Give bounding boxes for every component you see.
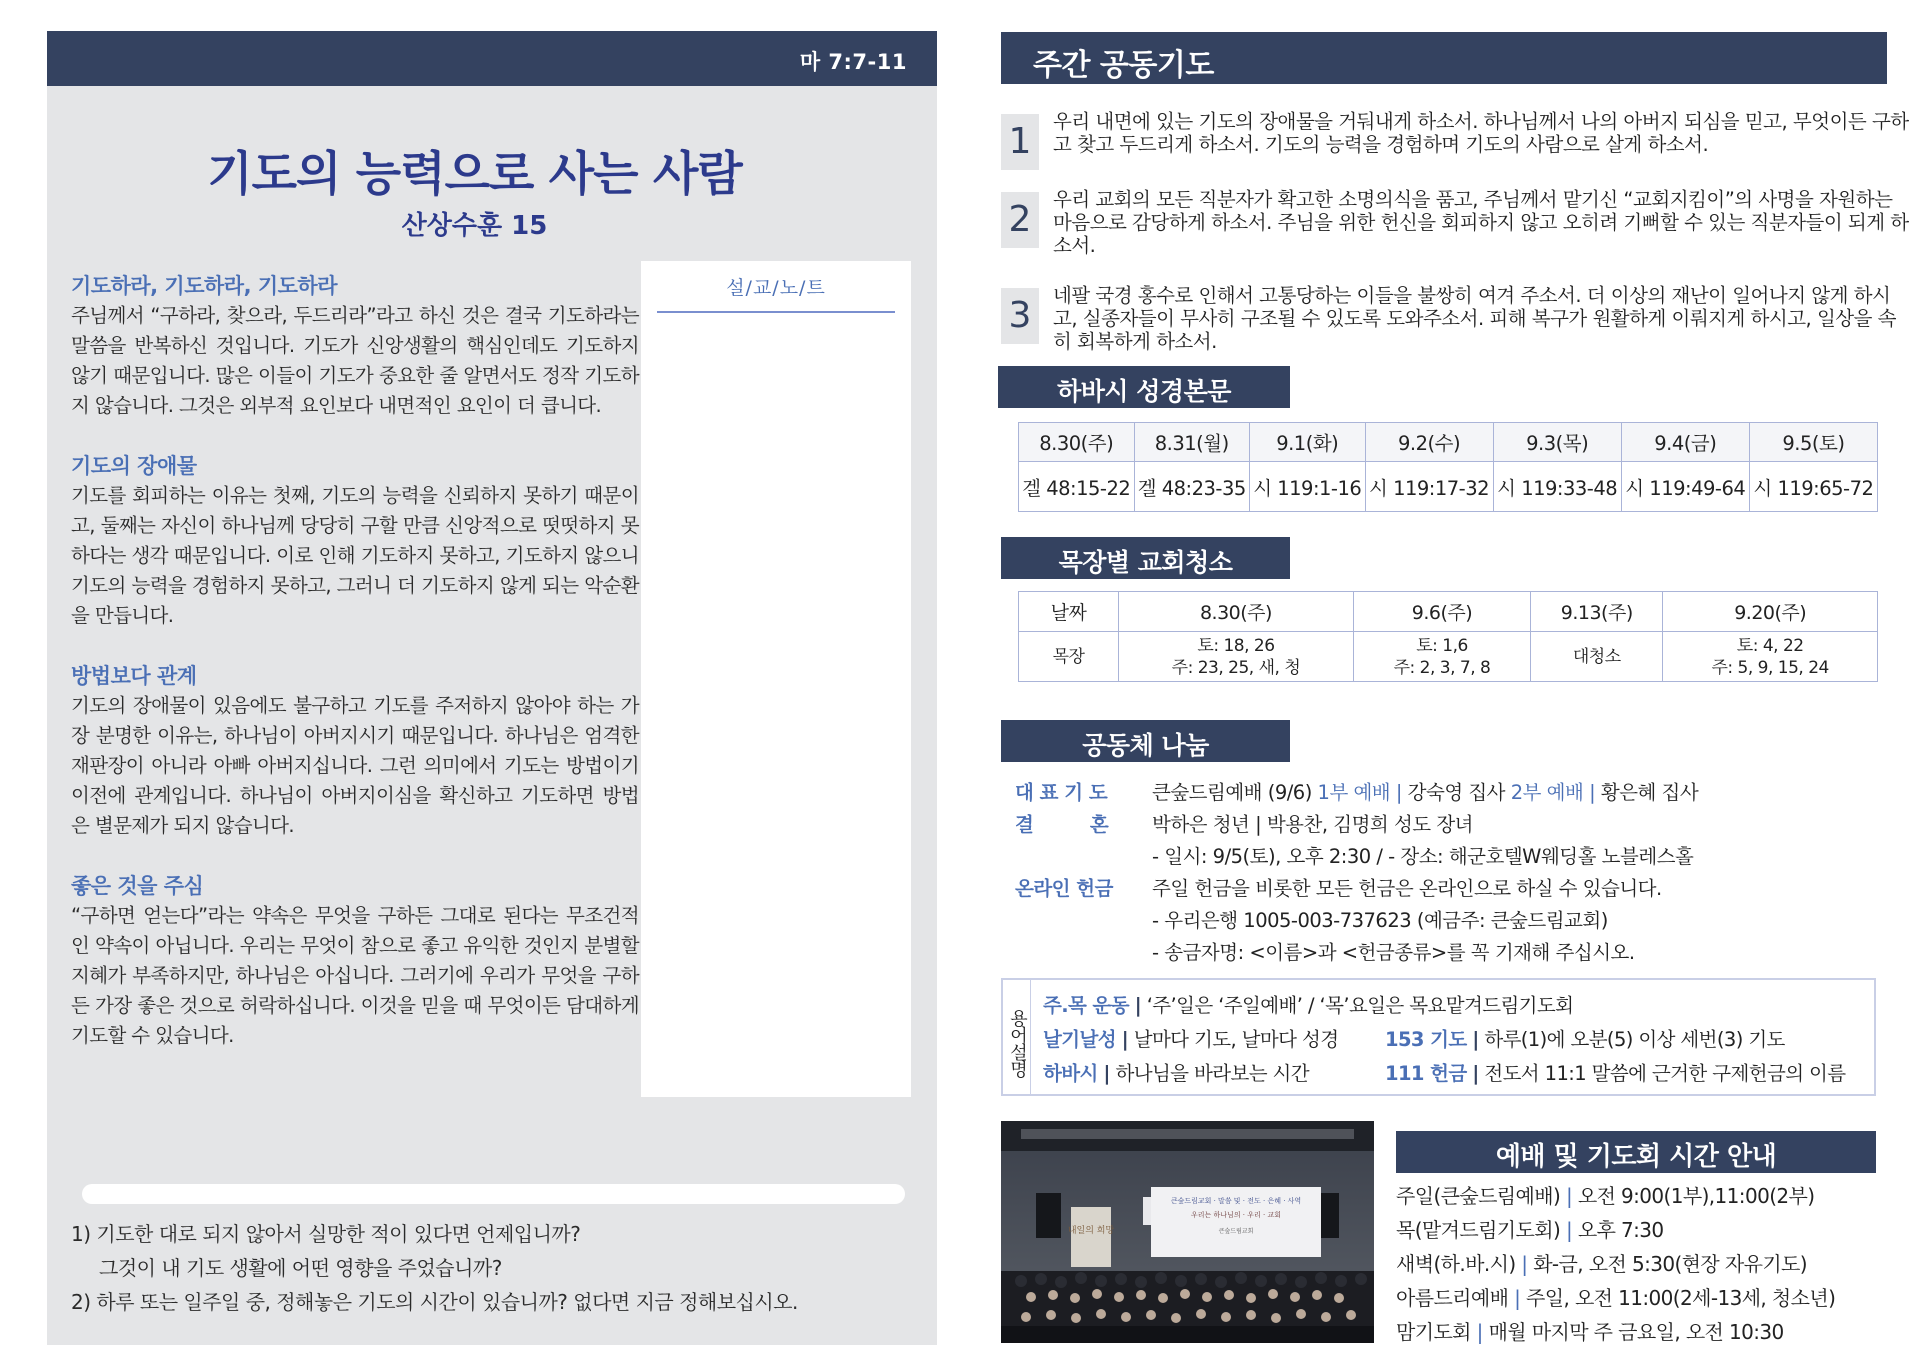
table-cell-date: 9.2(수) (1365, 423, 1493, 462)
separator: | (1103, 1062, 1110, 1085)
question-line: 2) 하루 또는 일주일 중, 정해놓은 기도의 시간이 있습니까? 없다면 지금 정해보십시오. (71, 1290, 798, 1314)
worship-row (1396, 1315, 1876, 1349)
rep-prayer-label: 대 표 기 도 (1015, 781, 1108, 804)
wedding-detail: - 일시: 9/5(토), 오후 2:30 / - 장소: 해군호텔W웨딩홀 노블레스홀 (1152, 845, 1694, 868)
rep-prayer-value (1152, 777, 1698, 809)
table-cell-group (1119, 632, 1354, 682)
photo-banner-line: 우리는 하나님의 · 우리 · 교회 (1191, 1211, 1281, 1219)
glossary-row (1043, 1024, 1338, 1052)
separator: | (1134, 994, 1142, 1017)
worship-name: 맘기도회 (1396, 1320, 1471, 1344)
glossary-desc: ‘주’일은 ‘주일예배’ / ‘목’요일은 목요맡겨드림기도회 (1146, 994, 1574, 1017)
worship-time: 오후 7:30 (1577, 1218, 1664, 1242)
offering-label: 온라인 헌금 (1015, 877, 1113, 900)
wedding-label: 결 혼 (1015, 813, 1109, 836)
table-cell-date: 9.20(주) (1663, 592, 1878, 632)
glossary-desc: 날마다 기도, 날마다 성경 (1133, 1028, 1339, 1051)
worship-row (1396, 1247, 1876, 1281)
prayer-number: 3 (1001, 288, 1039, 344)
cell-line: 대청소 (1572, 646, 1621, 667)
table-cell-date: 9.13(주) (1531, 592, 1663, 632)
wedding-text: 박하은 청년 | 박용찬, 김명희 성도 장녀 (1152, 813, 1474, 836)
table-cell-passage: 시 119:17-32 (1365, 462, 1493, 512)
cell-line: 토: 4, 22 (1736, 635, 1804, 656)
prayer-text: 우리 내면에 있는 기도의 장애물을 거둬내게 하소서. 하나님께서 나의 아버지 되심을 믿고, 무엇이든 구하고 찾고 두드리게 하소서. 기도의 능력을 경험하며 기도의 사람으로 살게 하소서. (1053, 110, 1909, 156)
separator: | (1514, 1286, 1521, 1310)
table-cell-date: 9.6(주) (1353, 592, 1530, 632)
table-cell-passage: 시 119:49-64 (1621, 462, 1749, 512)
separator: | (1121, 1028, 1129, 1051)
sermon-section (71, 271, 639, 421)
section-text: 기도의 장애물이 있음에도 불구하고 기도를 주저하지 않아야 하는 가장 분명한 이유는, 하나님이 아버지시기 때문입니다. 하나님은 엄격한 재판장이 아니라 아빠 아버지십니다. 그런 의미에서 기도는 방법이기 이전에 관계입니다. 하나님이 아버지이심을 확신하고 기도하면 방법은 별문제가 되지 않습니다. (71, 694, 639, 837)
section-heading: 기도의 장애물 (71, 454, 197, 478)
table-cell-date: 9.3(목) (1493, 423, 1621, 462)
separator: | (1589, 781, 1596, 804)
cleaning-title: 목장별 교회청소 (1001, 537, 1290, 579)
cell-line: 주: 5, 9, 15, 24 (1711, 657, 1829, 678)
sermon-notes-label: 설/교/노/트 (726, 277, 826, 299)
section-text: 주님께서 “구하라, 찾으라, 두드리라”라고 하신 것은 결국 기도하라는 말씀을 반복하신 것입니다. 기도가 신앙생활의 핵심인데도 기도하지 않기 때문입니다. 많은 이들이 기도가 중요한 줄 알면서도 정작 기도하지 않습니다. 그것은 외부적 요인보다 내면적인 요인이 더 큽니다. (71, 304, 639, 417)
glossary-term: 주.목 운동 (1043, 994, 1129, 1017)
table-cell-date: 9.5(토) (1749, 423, 1877, 462)
prayer-number: 2 (1001, 192, 1039, 248)
cell-line: 주: 2, 3, 7, 8 (1393, 657, 1491, 678)
prayer-text: 네팔 국경 홍수로 인해서 고통당하는 이들을 불쌍히 여겨 주소서. 더 이상의 재난이 일어나지 않게 하시고, 실종자들이 무사히 구조될 수 있도록 도와주소서. 피해 복구가 원활하게 이뤄지게 하시고, 일상을 속히 회복하게 하소서. (1053, 284, 1896, 353)
discussion-questions (71, 1217, 911, 1319)
sermon-title: 기도의 능력으로 사는 사람 (207, 147, 742, 202)
sermon-notes-box[interactable] (641, 261, 911, 1097)
separator: | (1472, 1062, 1479, 1085)
table-cell-date: 8.31(월) (1134, 423, 1250, 462)
table-cell-group (1353, 632, 1530, 682)
glossary-side-label: 용어설명 (1003, 980, 1031, 1094)
table-row-header: 목장 (1019, 632, 1119, 682)
second-service-name: 황은혜 집사 (1600, 781, 1699, 804)
table-row (1019, 632, 1878, 682)
table-cell-passage: 시 119:1-16 (1250, 462, 1366, 512)
first-service-label: 1부 예배 (1317, 781, 1391, 804)
table-cell-date: 9.1(화) (1250, 423, 1366, 462)
glossary-desc: 하루(1)에 오분(5) 이상 세번(3) 기도 (1484, 1028, 1785, 1051)
glossary-row (1385, 1024, 1785, 1052)
section-heading: 기도하라, 기도하라, 기도하라 (71, 274, 338, 298)
worship-row (1396, 1281, 1876, 1315)
offering-text: 주일 헌금을 비롯한 모든 헌금은 온라인으로 하실 수 있습니다. (1152, 877, 1662, 900)
sermon-page (47, 31, 937, 1345)
separator: | (1472, 1028, 1479, 1051)
worship-row (1396, 1213, 1876, 1247)
worship-name: 주일(큰숲드림예배) (1396, 1184, 1561, 1208)
table-row (1019, 423, 1878, 462)
sermon-header-bar (47, 31, 937, 86)
question-line: 1) 기도한 대로 되지 않아서 실망한 적이 있다면 언제입니까? (71, 1222, 581, 1246)
glossary-desc: 전도서 11:1 말씀에 근거한 구제헌금의 이름 (1484, 1062, 1846, 1085)
worship-name: 새벽(하.바.시) (1396, 1252, 1516, 1276)
glossary-box (1001, 978, 1876, 1096)
photo-banner-line: 큰숲드림교회 (1218, 1228, 1254, 1235)
second-service-label: 2부 예배 (1510, 781, 1584, 804)
community-news (1015, 777, 1895, 969)
glossary-row (1043, 990, 1573, 1018)
prayer-number: 1 (1001, 114, 1039, 170)
worship-time: 매월 마지막 주 금요일, 오전 10:30 (1488, 1320, 1784, 1344)
table-cell-passage: 시 119:65-72 (1749, 462, 1877, 512)
separator: | (1395, 781, 1402, 804)
congregation-photo-illustration (1001, 1121, 1374, 1343)
glossary-desc: 하나님을 바라보는 시간 (1115, 1062, 1310, 1085)
glossary-term: 하바시 (1043, 1062, 1098, 1085)
worship-time: 화-금, 오전 5:30(현장 자유기도) (1533, 1252, 1807, 1276)
photo-side-text: 내일의 희망 (1067, 1226, 1115, 1236)
divider (82, 1184, 905, 1204)
congregation-photo (1001, 1121, 1374, 1343)
offering-bank: - 우리은행 1005-003-737623 (예금주: 큰숲드림교회) (1152, 909, 1608, 932)
weekly-prayer-title: 주간 공동기도 (1001, 32, 1887, 84)
sermon-section (71, 661, 639, 841)
worship-time: 주일, 오전 11:00(2세-13세, 청소년) (1526, 1286, 1836, 1310)
sermon-section (71, 871, 639, 1051)
cell-line: 토: 1,6 (1416, 635, 1468, 656)
table-row (1019, 592, 1878, 632)
community-title: 공동체 나눔 (1001, 720, 1290, 762)
worship-list (1396, 1179, 1876, 1349)
worship-title: 예배 및 기도회 시간 안내 (1396, 1131, 1876, 1173)
rep-prayer-row (1015, 777, 1895, 809)
habasi-title: 하바시 성경본문 (998, 366, 1290, 408)
glossary-row (1043, 1058, 1309, 1086)
cell-line: 토: 18, 26 (1197, 635, 1275, 656)
cleaning-table (1018, 591, 1878, 682)
wedding-row (1015, 809, 1895, 841)
table-cell-date: 9.4(금) (1621, 423, 1749, 462)
worship-row (1396, 1179, 1876, 1213)
table-cell-date: 8.30(주) (1119, 592, 1354, 632)
worship-schedule (1396, 1131, 1876, 1349)
table-cell-group (1531, 632, 1663, 682)
glossary-row (1385, 1058, 1846, 1086)
sermon-section (71, 451, 639, 631)
cell-line: 주: 23, 25, 새, 청 (1171, 657, 1301, 678)
sermon-subtitle: 산상수훈 15 (401, 211, 548, 241)
photo-banner-line: 큰숲드림교회 · 말씀 및 · 전도 · 은혜 · 사역 (1170, 1197, 1302, 1205)
table-cell-passage: 겔 48:15-22 (1019, 462, 1135, 512)
table-row-header: 날짜 (1019, 592, 1119, 632)
offering-note: - 송금자명: <이름>과 <헌금종류>를 꼭 기재해 주십시오. (1152, 941, 1635, 964)
offering-row (1015, 873, 1895, 905)
section-heading: 방법보다 관계 (71, 664, 197, 688)
glossary-term: 153 기도 (1385, 1028, 1467, 1051)
separator: | (1476, 1320, 1483, 1344)
glossary-term: 날기날성 (1043, 1028, 1116, 1051)
table-cell-group (1663, 632, 1878, 682)
worship-time: 오전 9:00(1부),11:00(2부) (1577, 1184, 1815, 1208)
worship-name: 목(맡겨드림기도회) (1396, 1218, 1561, 1242)
worship-name: 아름드리예배 (1396, 1286, 1509, 1310)
table-cell-passage: 시 119:33-48 (1493, 462, 1621, 512)
table-row (1019, 462, 1878, 512)
sermon-body (71, 271, 639, 1081)
section-text: 기도를 회피하는 이유는 첫째, 기도의 능력을 신뢰하지 못하기 때문이고, 둘째는 자신이 하나님께 당당히 구할 만큼 신앙적으로 떳떳하지 못하다는 생각 때문입니다. 이로 인해 기도하지 못하고, 기도하지 않으니 기도의 능력을 경험하지 못하고, 그러니 더 기도하지 않게 되는 악순환을 만듭니다. (71, 484, 639, 627)
rep-prayer-service: 큰숲드림예배 (9/6) (1152, 781, 1312, 804)
section-heading: 좋은 것을 주심 (71, 874, 204, 898)
question-line: 그것이 내 기도 생활에 어떤 영향을 주었습니까? (99, 1256, 502, 1280)
separator: | (1565, 1218, 1573, 1242)
table-cell-passage: 겔 48:23-35 (1134, 462, 1250, 512)
habasi-table (1018, 422, 1878, 512)
prayer-text: 우리 교회의 모든 직분자가 확고한 소명의식을 품고, 주님께서 맡기신 “교회지킴이”의 사명을 자원하는 마음으로 감당하게 하소서. 주님을 위한 헌신을 회피하지 않고 오히려 기뻐할 수 있는 직분자들이 되게 하소서. (1053, 188, 1909, 257)
notes-underline (657, 311, 895, 313)
glossary-term: 111 헌금 (1385, 1062, 1467, 1085)
separator: | (1565, 1184, 1573, 1208)
table-cell-date: 8.30(주) (1019, 423, 1135, 462)
section-text: “구하면 얻는다”라는 약속은 무엇을 구하든 그대로 된다는 무조건적인 약속이 아닙니다. 우리는 무엇이 참으로 좋고 유익한 것인지 분별할 지혜가 부족하지만, 하나님은 아십니다. 그러기에 우리가 무엇을 구하든 가장 좋은 것으로 허락하십니다. 이것을 믿을 때 무엇이든 담대하게 기도할 수 있습니다. (71, 904, 639, 1047)
scripture-reference: 마 7:7-11 (799, 50, 907, 74)
first-service-name: 강숙영 집사 (1407, 781, 1506, 804)
separator: | (1521, 1252, 1528, 1276)
